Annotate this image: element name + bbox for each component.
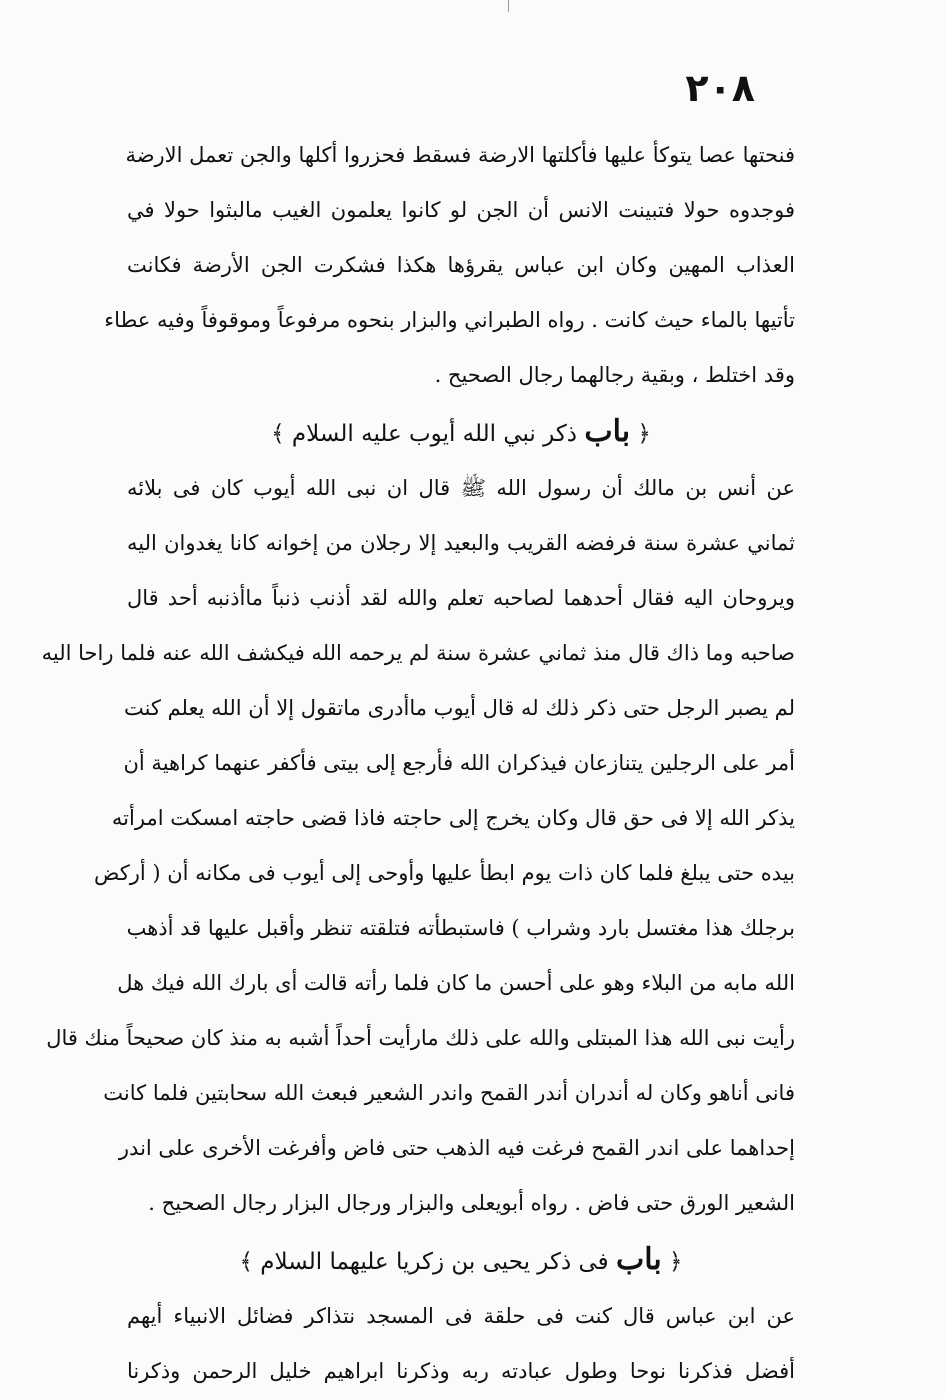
text-line: صاحبه وما ذاك قال منذ ثماني عشرة سنة لم يرحمه الله فيكشف الله عنه فلما راحا اليه: [41, 641, 795, 665]
page-number: ٢٠٨: [685, 66, 755, 110]
text-line: ويروحان اليه فقال أحدهما لصاحبه تعلم والله لقد أذنب ذنباً ماأذنبه أحد قال: [127, 586, 795, 610]
text-line: فوجدوه حولا فتبينت الانس أن الجن لو كانوا يعلمون الغيب مالبثوا حولا في: [127, 198, 795, 222]
text-line: لم يصبر الرجل حتى ذكر ذلك له قال أيوب ماأدرى ماتقول إلا أن الله يعلم كنت: [123, 696, 795, 720]
text-line: إحداهما على اندر القمح فرغت فيه الذهب حتى فاض وأفرغت الأخرى على اندر: [118, 1136, 795, 1160]
paragraph-1: [104, 128, 795, 403]
text-line: أمر على الرجلين يتنازعان فيذكران الله فأرجع إلى بيتى فأكفر عنهما كراهية أن: [123, 751, 795, 775]
scan-mark: [508, 0, 509, 12]
section-heading-yahya: [127, 1231, 795, 1289]
text-line: فانى أناهو وكان له أندران أندر القمح واندر الشعير فبعث الله سحابتين فلما كانت: [103, 1081, 795, 1105]
paragraph-3: [127, 1289, 795, 1399]
text-line: أفضل فذكرنا نوحا وطول عبادته ربه وذكرنا ابراهيم خليل الرحمن وذكرنا: [127, 1359, 795, 1383]
text-line: عن أنس بن مالك أن رسول الله ﷺ قال ان نبى الله أيوب كان فى بلائه: [127, 476, 795, 500]
heading-bab: باب: [615, 1242, 662, 1277]
heading-bracket-close: ﴾: [239, 1249, 253, 1275]
heading-title: ذكر نبي الله أيوب عليه السلام: [291, 421, 578, 447]
heading-bracket-open: ﴿: [669, 1249, 683, 1275]
paragraph-2: [41, 461, 795, 1231]
page-body: [41, 128, 795, 1399]
text-line: تأتيها بالماء حيث كانت . رواه الطبراني والبزار بنحوه مرفوعاً وموقوفاً وفيه عطاء: [104, 308, 795, 332]
text-line: الشعير الورق حتى فاض . رواه أبويعلى والبزار ورجال البزار رجال الصحيح .: [148, 1191, 795, 1215]
text-line: فنحتها عصا يتوكأ عليها فأكلتها الارضة فسقط فحزروا أكلها والجن تعمل الارضة: [125, 143, 795, 167]
text-line: برجلك هذا مغتسل بارد وشراب ) فاستبطأته فتلقته تنظر وأقبل عليها قد أذهب: [126, 916, 795, 940]
text-line: وقد اختلط ، وبقية رجالهما رجال الصحيح .: [434, 363, 795, 387]
heading-title: فى ذكر يحيى بن زكريا عليهما السلام: [260, 1249, 609, 1275]
text-line: رأيت نبى الله هذا المبتلى والله على ذلك مارأيت أحداً أشبه به منذ كان صحيحاً منك قال: [46, 1026, 795, 1050]
text-line: الله مابه من البلاء وهو على أحسن ما كان فلما رأته قالت أى بارك الله فيك هل: [117, 971, 795, 995]
text-line: العذاب المهين وكان ابن عباس يقرؤها هكذا فشكرت الجن الأرضة فكانت: [127, 253, 795, 277]
section-heading-ayyub: [127, 403, 795, 461]
heading-bracket-close: ﴾: [271, 421, 285, 447]
heading-bracket-open: ﴿: [637, 421, 651, 447]
heading-bab: باب: [584, 414, 631, 449]
text-line: بيده حتى يبلغ فلما كان ذات يوم ابطأ عليها وأوحى إلى أيوب فى مكانه أن ( أركض: [93, 861, 795, 885]
text-line: ثماني عشرة سنة فرفضه القريب والبعيد إلا رجلان من إخوانه كانا يغدوان اليه: [127, 531, 795, 555]
text-line: يذكر الله إلا فى حق قال وكان يخرج إلى حاجته فاذا قضى حاجته امسكت امرأته: [111, 806, 795, 830]
text-line: عن ابن عباس قال كنت فى حلقة فى المسجد نتذاكر فضائل الانبياء أيهم: [127, 1304, 795, 1328]
